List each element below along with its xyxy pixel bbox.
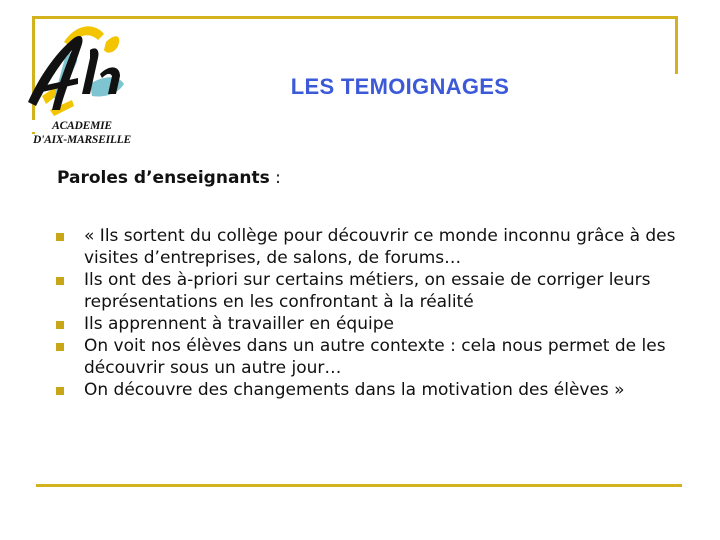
list-item-text: Ils apprennent à travailler en équipe xyxy=(84,314,394,334)
list-item-text: Ils ont des à-priori sur certains métiers, on essaie de corriger leurs représentations en les confrontant à la réalité xyxy=(84,270,651,312)
list-item-text: On découvre des changements dans la motivation des élèves » xyxy=(84,380,625,400)
bullet-square-icon xyxy=(56,343,64,351)
bullet-square-icon xyxy=(56,233,64,241)
list-item-text: « Ils sortent du collège pour découvrir ce monde inconnu grâce à des visites d’entreprises, de salons, de forums… xyxy=(84,226,676,268)
list-item xyxy=(56,335,676,379)
section-subtitle xyxy=(57,168,281,188)
list-item-text: On voit nos élèves dans un autre contexte : cela nous permet de les découvrir sous un autre jour… xyxy=(84,336,666,378)
testimonial-list xyxy=(56,225,676,401)
subtitle-bold: Paroles d’enseignants xyxy=(57,168,270,188)
list-item xyxy=(56,379,676,401)
academie-logo xyxy=(20,14,130,146)
frame-right-line xyxy=(675,16,678,74)
bullet-square-icon xyxy=(56,387,64,395)
bullet-square-icon xyxy=(56,321,64,329)
list-item xyxy=(56,269,676,313)
logo-graphic xyxy=(20,14,130,122)
subtitle-colon: : xyxy=(269,168,281,188)
logo-text-line1: ACADEMIE xyxy=(26,120,138,132)
frame-bottom-line xyxy=(36,484,682,487)
bullet-square-icon xyxy=(56,277,64,285)
logo-text-line2: D'AIX-MARSEILLE xyxy=(26,134,138,146)
list-item xyxy=(56,313,676,335)
list-item xyxy=(56,225,676,269)
slide-title: LES TEMOIGNAGES xyxy=(290,74,510,99)
